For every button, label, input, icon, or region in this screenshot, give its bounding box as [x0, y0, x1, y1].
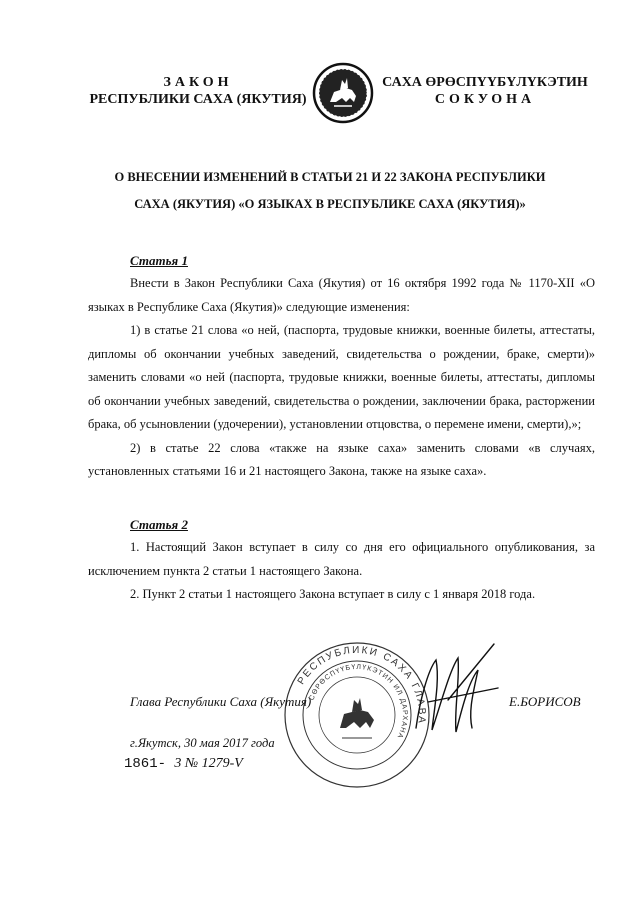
signature-name: Е.БОРИСОВ	[509, 694, 581, 709]
header-left-line1: ЗАКОН	[163, 75, 233, 90]
article1-body	[88, 272, 595, 484]
place-date: г.Якутск, 30 мая 2017 года	[130, 736, 275, 750]
handwritten-signature	[398, 640, 508, 740]
article1-intro: Внести в Закон Республики Саха (Якутия) от 16 октября 1992 года № 1170-XII «О языках в Республике Саха (Якутия)» следующие изменения:	[88, 276, 595, 314]
header-left	[88, 74, 308, 108]
signature-position: Глава Республики Саха (Якутия)	[130, 694, 312, 709]
article2-item1: 1. Настоящий Закон вступает в силу со дня его официального опубликования, за исключением пункта 2 статьи 1 настоящего Закона.	[88, 540, 595, 578]
registration-number	[124, 756, 243, 772]
header-right-line2: СОКУОНА	[434, 92, 536, 107]
coat-of-arms-icon	[312, 62, 374, 124]
header-right-line1: САХА ӨРӨСПҮҮБҮЛҮКЭТИН	[382, 75, 588, 90]
article2-body	[88, 536, 595, 607]
seal-outer-text: РЕСПУБЛИКИ САХА ГЛАВА	[295, 644, 428, 726]
article2-heading: Статья 2	[130, 517, 188, 532]
header-right	[380, 74, 590, 108]
header-left-line2: РЕСПУБЛИКИ САХА (ЯКУТИЯ)	[89, 92, 307, 107]
registration-law-number: 3 № 1279-V	[174, 756, 243, 771]
article1-item1: 1) в статье 21 слова «о ней, (паспорта, трудовые книжки, военные билеты, аттестаты, дипломы об окончании учебных заведений, свидетельства о рождении, браке, смерти)» заменить словами «о ней (паспорта, трудовые книжки, военные билеты, аттестаты, дипломы об окончании учебных заведений, свидетельства о рождении, заключении брака, расторжении брака, об усыновлении (удочерении), установлении отцовства, о перемене имени, смерти),»;	[88, 323, 595, 431]
document-title	[60, 164, 600, 218]
title-line2: САХА (ЯКУТИЯ) «О ЯЗЫКАХ В РЕСПУБЛИКЕ САХА (ЯКУТИЯ)»	[134, 197, 526, 211]
seal-inner-text: СӨРӨСПҮҮБҮЛҮКЭТИН ИЛ ДАРХАНА	[308, 663, 409, 740]
article2-item2: 2. Пункт 2 статьи 1 настоящего Закона вступает в силу с 1 января 2018 года.	[130, 587, 536, 601]
article1-heading: Статья 1	[130, 253, 188, 268]
title-line1: О ВНЕСЕНИИ ИЗМЕНЕНИЙ В СТАТЬИ 21 И 22 ЗАКОНА РЕСПУБЛИКИ	[114, 170, 546, 184]
article1-item2: 2) в статье 22 слова «также на языке саха» заменить словами «в случаях, установленных статьями 16 и 21 настоящего Закона, также на языке саха».	[88, 440, 595, 478]
registration-prefix: 1861-	[124, 756, 167, 772]
